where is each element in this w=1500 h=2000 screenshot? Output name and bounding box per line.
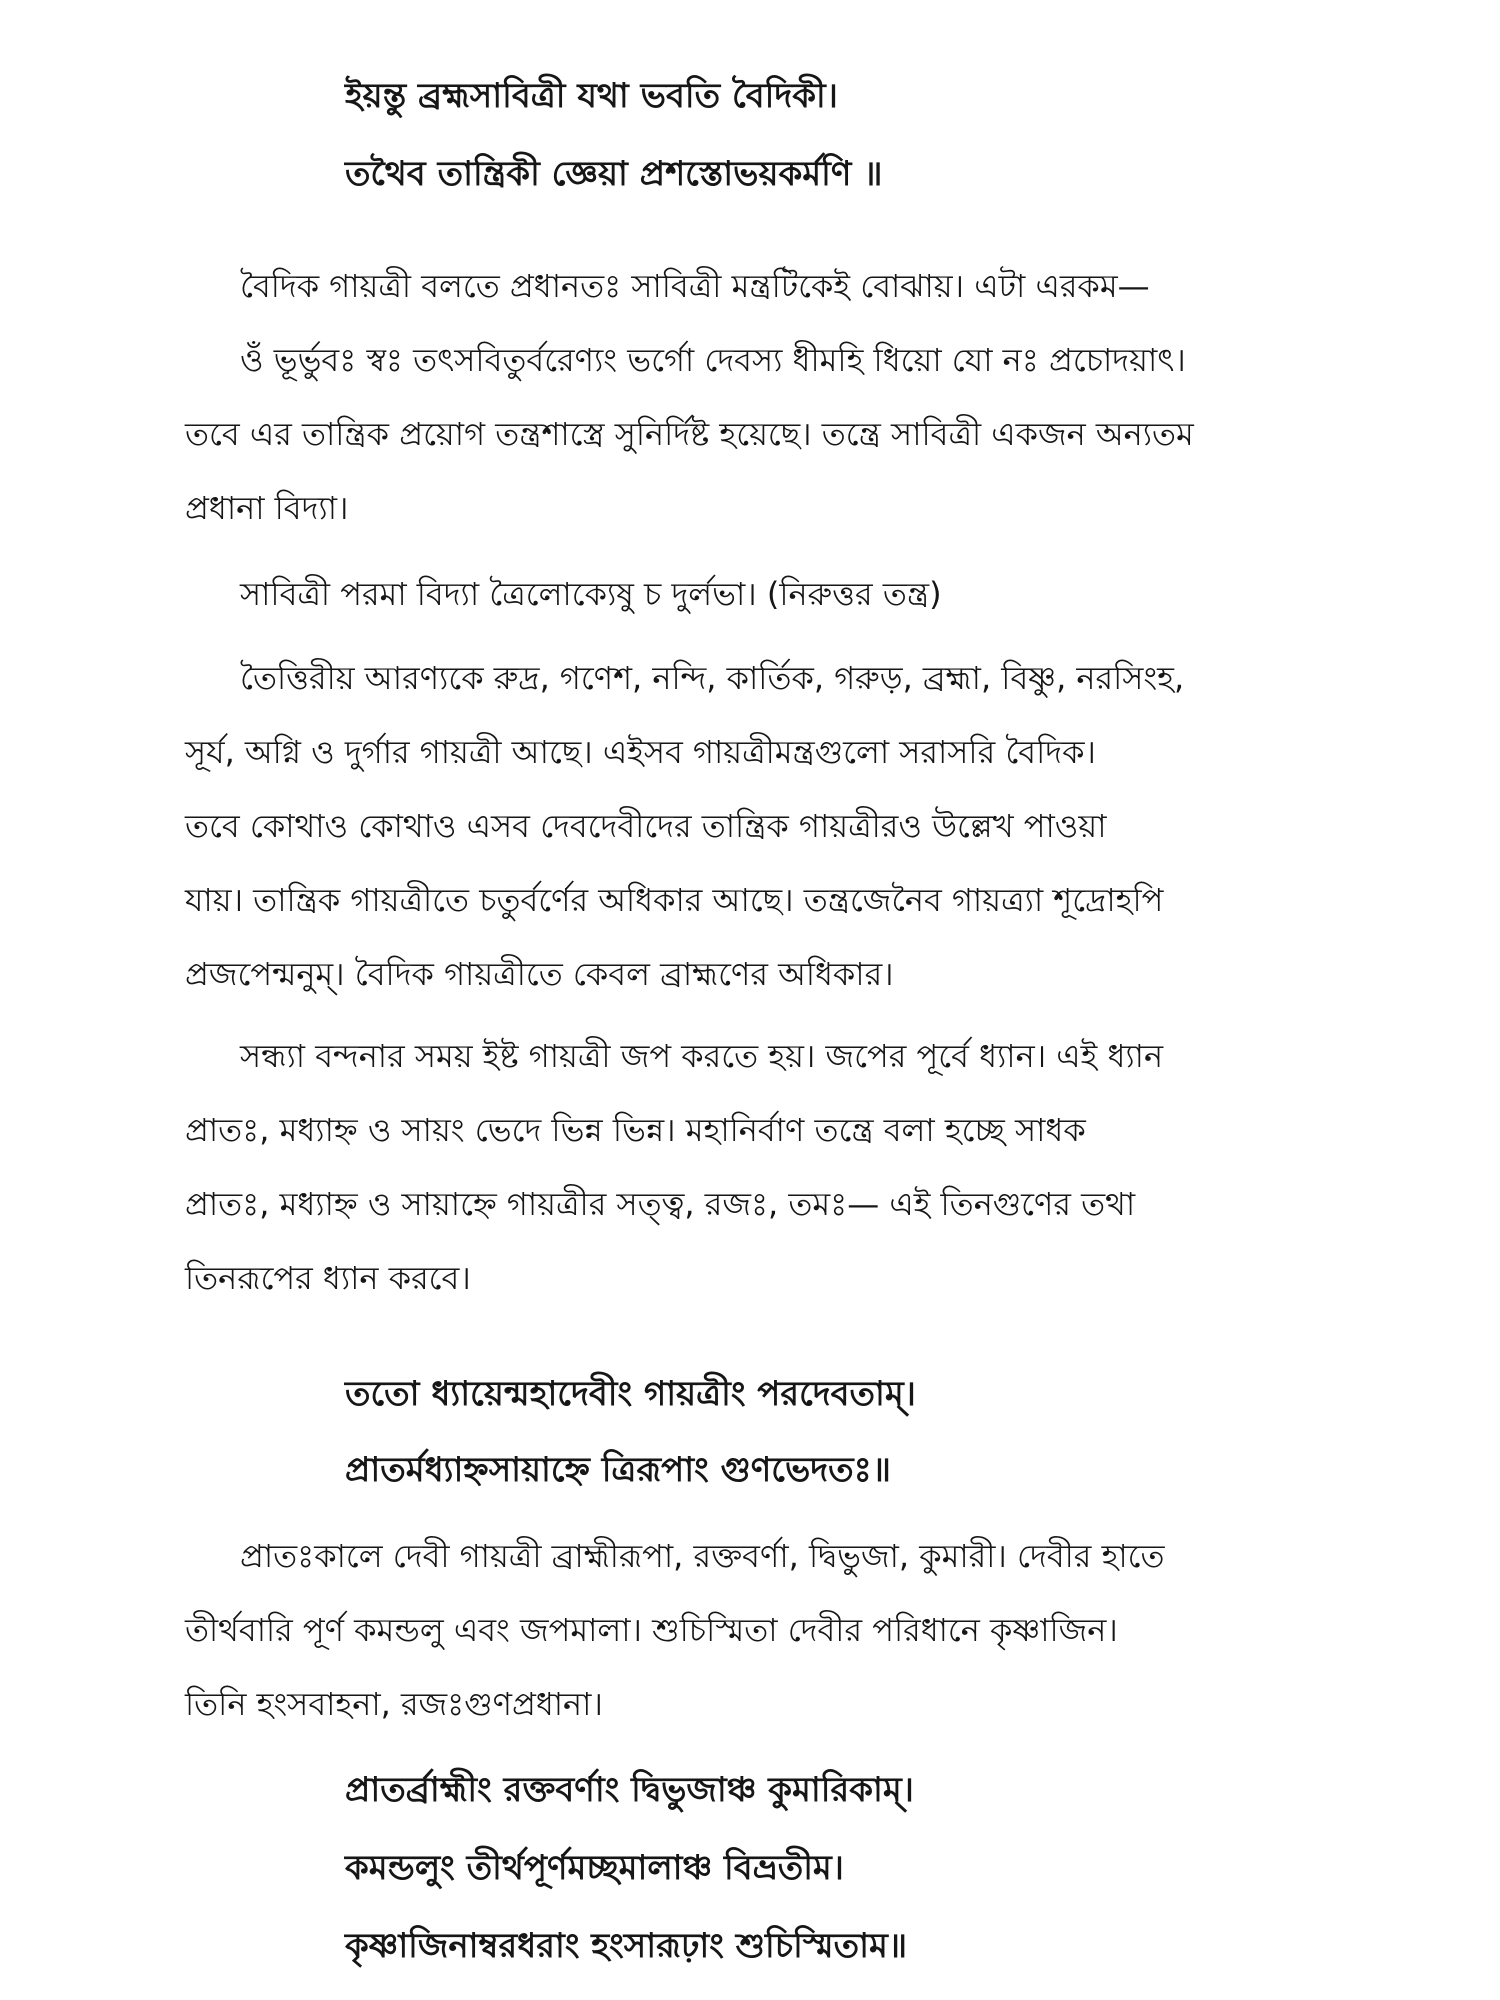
- paragraph-5-line-1: প্রাতঃকালে দেবী গায়ত্রী ব্রাহ্মীরূপা, রক্তবর্ণা, দ্বিভুজা, কুমারী। দেবীর হাতে: [240, 1537, 1165, 1575]
- paragraph-3-line-5: প্রজপেন্মনুম্। বৈদিক গায়ত্রীতে কেবল ব্রাহ্মণের অধিকার।: [185, 955, 894, 993]
- paragraph-1-line-3: তবে এর তান্ত্রিক প্রয়োগ তন্ত্রশাস্ত্রে সুনির্দিষ্ট হয়েছে। তন্ত্রে সাবিত্রী একজন অন্যতম: [185, 415, 1194, 453]
- paragraph-3-line-2: সূর্য, অগ্নি ও দুর্গার গায়ত্রী আছে। এইসব গায়ত্রীমন্ত্রগুলো সরাসরি বৈদিক।: [185, 733, 1096, 771]
- verse-3-line-2: কমন্ডলুং তীর্থপূর্ণমচ্ছমালাঞ্চ বিভ্রতীম।: [345, 1848, 844, 1888]
- paragraph-4-line-4: তিনরূপের ধ্যান করবে।: [185, 1259, 471, 1297]
- paragraph-4-line-3: প্রাতঃ, মধ্যাহ্ন ও সায়াহ্নে গায়ত্রীর সত্ত্ব, রজঃ, তমঃ— এই তিনগুণের তথা: [185, 1185, 1136, 1223]
- paragraph-5-line-3: তিনি হংসবাহনা, রজঃগুণপ্রধানা।: [185, 1685, 603, 1723]
- paragraph-5-line-2: তীর্থবারি পূর্ণ কমন্ডলু এবং জপমালা। শুচিস্মিতা দেবীর পরিধানে কৃষ্ণাজিন।: [185, 1611, 1118, 1649]
- verse-2-line-1: ততো ধ্যায়েন্মহাদেবীং গায়ত্রীং পরদেবতাম্।: [345, 1374, 916, 1414]
- verse-3-line-1: প্রাতর্ব্রাহ্মীং রক্তবর্ণাং দ্বিভুজাঞ্চ কুমারিকাম্।: [345, 1770, 914, 1810]
- paragraph-4-line-1: সন্ধ্যা বন্দনার সময় ইষ্ট গায়ত্রী জপ করতে হয়। জপের পূর্বে ধ্যান। এই ধ্যান: [240, 1037, 1164, 1075]
- paragraph-1-line-1: বৈদিক গায়ত্রী বলতে প্রধানতঃ সাবিত্রী মন্ত্রটিকেই বোঝায়। এটা এরকম—: [240, 267, 1150, 305]
- paragraph-2-line-1: সাবিত্রী পরমা বিদ্যা ত্রৈলোক্যেষু চ দুর্লভা। (নিরুত্তর তন্ত্র): [240, 575, 942, 613]
- paragraph-4-line-2: প্রাতঃ, মধ্যাহ্ন ও সায়ং ভেদে ভিন্ন ভিন্ন। মহানির্বাণ তন্ত্রে বলা হচ্ছে সাধক: [185, 1111, 1086, 1149]
- paragraph-3-line-3: তবে কোথাও কোথাও এসব দেবদেবীদের তান্ত্রিক গায়ত্রীরও উল্লেখ পাওয়া: [185, 807, 1107, 845]
- verse-3-line-3: কৃষ্ণাজিনাম্বরধরাং হংসারূঢ়াং শুচিস্মিতাম॥: [345, 1926, 908, 1966]
- paragraph-3-line-1: তৈত্তিরীয় আরণ্যকে রুদ্র, গণেশ, নন্দি, কার্তিক, গরুড়, ব্রহ্মা, বিষ্ণু, নরসিংহ,: [240, 659, 1185, 697]
- paragraph-3-line-4: যায়। তান্ত্রিক গায়ত্রীতে চতুর্বর্ণের অধিকার আছে। তন্ত্রজেনৈব গায়ত্র্যা শূদ্রোহপি: [185, 881, 1164, 919]
- verse-1-line-2: তথৈব তান্ত্রিকী জ্ঞেয়া প্রশস্তোভয়কর্মণি ॥: [345, 154, 883, 194]
- verse-2-line-2: প্রাতর্মধ্যাহ্নসায়াহ্নে ত্রিরূপাং গুণভেদতঃ॥: [345, 1450, 892, 1490]
- verse-1-line-1: ইয়ন্তু ব্রহ্মসাবিত্রী যথা ভবতি বৈদিকী।: [345, 76, 838, 116]
- paragraph-1-line-2: ওঁ ভূর্ভুবঃ স্বঃ তৎসবিতুর্বরেণ্যং ভর্গো দেবস্য ধীমহি ধিয়ো যো নঃ প্রচোদয়াৎ।: [240, 341, 1186, 379]
- paragraph-1-line-4: প্রধানা বিদ্যা।: [185, 489, 349, 527]
